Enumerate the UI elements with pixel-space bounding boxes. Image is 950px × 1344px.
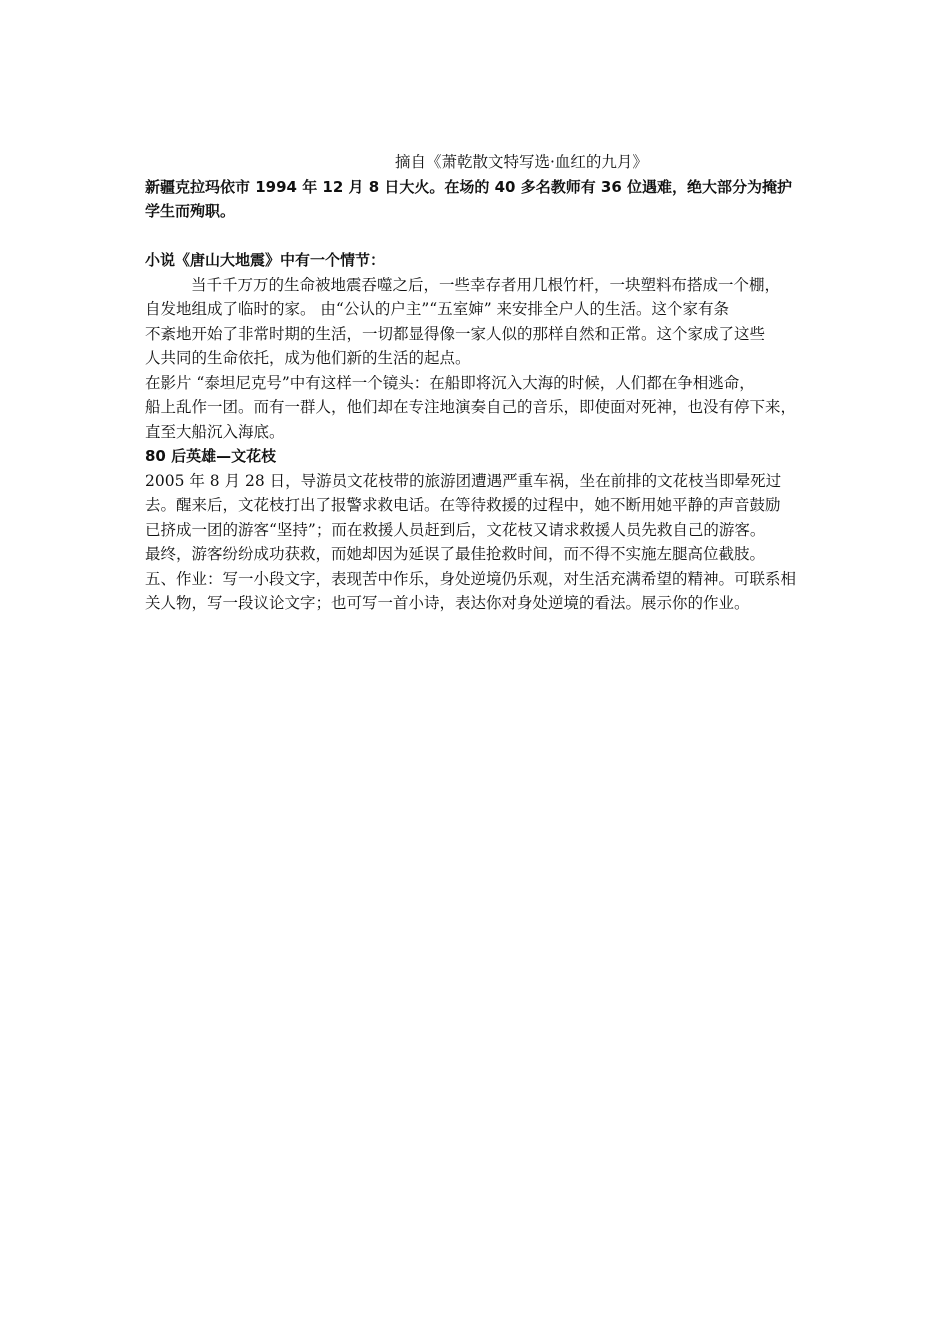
tangshan-paragraph-line-3: 不紊地开始了非常时期的生活，一切都显得像一家人似的那样自然和正常。这个家成了这些: [145, 324, 766, 343]
homework-line-2: 关人物，写一段议论文字；也可写一首小诗，表达你对身处逆境的看法。展示你的作业。: [145, 594, 750, 612]
blank-line: [145, 224, 820, 249]
source-citation: 摘自《萧乾散文特写选·血红的九月》: [395, 153, 648, 171]
xinjiang-paragraph-line-2: 学生而殉职。: [145, 202, 236, 220]
hero-paragraph-line-2: 去。醒来后，文花枝打出了报警求救电话。在等待救援的过程中，她不断用她平静的声音鼓励: [145, 496, 781, 514]
titanic-paragraph-line-2: 船上乱作一团。而有一群人，他们却在专注地演奏自己的音乐，即使面对死神，也没有停下来，: [145, 398, 797, 416]
hero-paragraph-line-4: 最终，游客纷纷成功获救，而她却因为延误了最佳抢救时间，而不得不实施左腿高位截肢。: [145, 545, 766, 563]
document-body: [145, 150, 820, 616]
hero-paragraph-line-1: 2005 年 8 月 28 日，导游员文花枝带的旅游团遭遇严重车祸，坐在前排的文花枝当即晕死过: [145, 471, 782, 490]
tangshan-paragraph-line-4: 人共同的生命依托，成为他们新的生活的起点。: [145, 349, 471, 367]
titanic-paragraph-line-1: 在影片 “泰坦尼克号”中有这样一个镜头：在船即将沉入大海的时候，人们都在争相逃命，: [145, 373, 755, 392]
titanic-paragraph-line-3: 直至大船沉入海底。: [145, 422, 285, 441]
tangshan-heading: 小说《唐山大地震》中有一个情节：: [145, 251, 386, 269]
tangshan-paragraph-line-2: 自发地组成了临时的家。 由“公认的户主”“五室婶” 来安排全户人的生活。这个家有条: [145, 300, 730, 318]
xinjiang-paragraph-line-1: 新疆克拉玛依市 1994 年 12 月 8 日大火。在场的 40 多名教师有 36 位遇难，绝大部分为掩护: [145, 177, 793, 196]
hero-paragraph-line-3: 已挤成一团的游客“坚持”；而在救援人员赶到后，文花枝又请求救援人员先救自己的游客。: [145, 520, 766, 539]
homework-line-1: 五、作业：写一小段文字，表现苦中作乐，身处逆境仍乐观，对生活充满希望的精神。可联系相: [145, 569, 797, 588]
hero-heading: 80 后英雄—文花枝: [145, 447, 277, 465]
tangshan-paragraph-line-1: 当千千万万的生命被地震吞噬之后，一些幸存者用几根竹杆，一块塑料布搭成一个棚，: [191, 275, 781, 294]
